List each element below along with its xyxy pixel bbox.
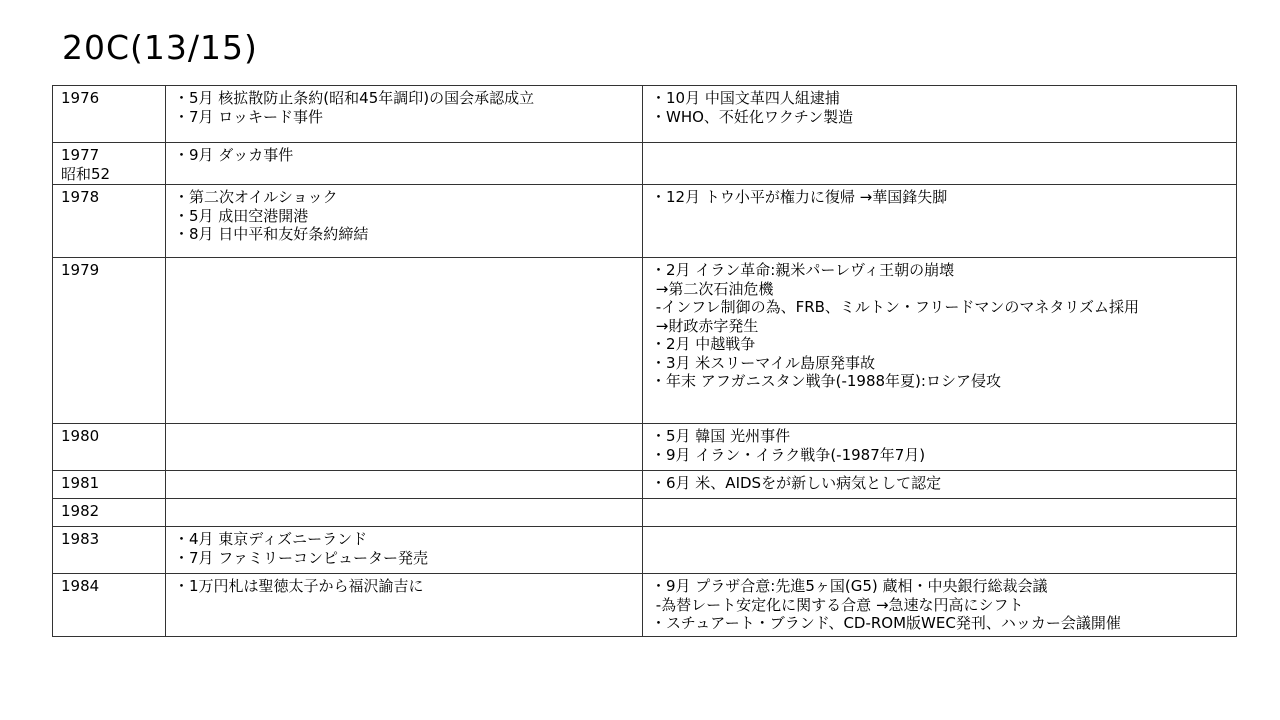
table-row <box>53 258 1237 424</box>
year-label: 1979 <box>61 261 100 279</box>
japan-events-cell <box>166 424 643 471</box>
event-line: ・1万円札は聖徳太子から福沢諭吉に <box>174 577 424 595</box>
year-cell <box>53 185 166 258</box>
event-line: ・5月 成田空港開港 <box>174 206 309 225</box>
year-label: 1984 <box>61 577 100 595</box>
year-cell <box>53 424 166 471</box>
year-cell <box>53 499 166 527</box>
year-label: 1977 <box>61 146 100 164</box>
japan-events-cell <box>166 143 643 185</box>
year-cell <box>53 258 166 424</box>
event-line: ・10月 中国文革四人組逮捕 <box>651 89 840 107</box>
table-row <box>53 143 1237 185</box>
year-label: 昭和52 <box>61 164 111 183</box>
japan-events-cell <box>166 499 643 527</box>
event-line: ・12月 トウ小平が権力に復帰 →華国鋒失脚 <box>651 188 948 206</box>
event-line: ・WHO、不妊化ワクチン製造 <box>651 107 854 126</box>
table-row <box>53 471 1237 499</box>
event-line: ・6月 米、AIDSをが新しい病気として認定 <box>651 474 942 492</box>
japan-events-cell <box>166 258 643 424</box>
world-events-cell <box>643 471 1237 499</box>
event-line: ・5月 韓国 光州事件 <box>651 427 791 445</box>
year-label: 1978 <box>61 188 100 206</box>
event-line: ・7月 ロッキード事件 <box>174 107 324 126</box>
event-line: ・年末 アフガニスタン戦争(-1988年夏):ロシア侵攻 <box>651 372 1001 390</box>
event-line: →第二次石油危機 <box>651 279 774 298</box>
event-line: ・スチュアート・ブランド、CD-ROM版WEC発刊、ハッカー会議開催 <box>651 614 1121 632</box>
year-label: 1976 <box>61 89 100 107</box>
page-title: 20C(13/15) <box>62 28 258 67</box>
event-line: ・3月 米スリーマイル島原発事故 <box>651 353 876 372</box>
world-events-cell <box>643 185 1237 258</box>
world-events-cell <box>643 143 1237 185</box>
table-row <box>53 185 1237 258</box>
world-events-cell <box>643 499 1237 527</box>
world-events-cell <box>643 527 1237 574</box>
event-line: -インフレ制御の為、FRB、ミルトン・フリードマンのマネタリズム採用 <box>651 298 1140 316</box>
year-cell <box>53 143 166 185</box>
timeline-table <box>52 85 1237 637</box>
year-label: 1980 <box>61 427 100 445</box>
world-events-cell <box>643 574 1237 637</box>
event-line: ・9月 ダッカ事件 <box>174 146 294 164</box>
year-cell <box>53 471 166 499</box>
year-cell <box>53 574 166 637</box>
event-line: ・2月 中越戦争 <box>651 335 756 353</box>
table-row <box>53 499 1237 527</box>
event-line: ・7月 ファミリーコンピューター発売 <box>174 548 429 567</box>
japan-events-cell <box>166 574 643 637</box>
event-line: ・2月 イラン革命:親米パーレヴィ王朝の崩壊 <box>651 261 955 279</box>
table-row <box>53 86 1237 143</box>
event-line: →財政赤字発生 <box>651 316 759 335</box>
year-cell <box>53 86 166 143</box>
event-line: ・9月 プラザ合意:先進5ヶ国(G5) 蔵相・中央銀行総裁会議 <box>651 577 1048 595</box>
japan-events-cell <box>166 185 643 258</box>
event-line: ・8月 日中平和友好条約締結 <box>174 225 369 243</box>
japan-events-cell <box>166 86 643 143</box>
event-line: ・9月 イラン・イラク戦争(-1987年7月) <box>651 445 926 464</box>
world-events-cell <box>643 86 1237 143</box>
year-label: 1983 <box>61 530 100 548</box>
japan-events-cell <box>166 527 643 574</box>
world-events-cell <box>643 424 1237 471</box>
event-line: ・5月 核拡散防止条約(昭和45年調印)の国会承認成立 <box>174 89 535 107</box>
year-label: 1981 <box>61 474 100 492</box>
table-row <box>53 424 1237 471</box>
world-events-cell <box>643 258 1237 424</box>
japan-events-cell <box>166 471 643 499</box>
event-line: ・第二次オイルショック <box>174 188 338 206</box>
event-line: ・4月 東京ディズニーランド <box>174 530 368 548</box>
table-row <box>53 527 1237 574</box>
year-label: 1982 <box>61 502 100 520</box>
year-cell <box>53 527 166 574</box>
event-line: -為替レート安定化に関する合意 →急速な円高にシフト <box>651 595 1024 614</box>
table-row <box>53 574 1237 637</box>
